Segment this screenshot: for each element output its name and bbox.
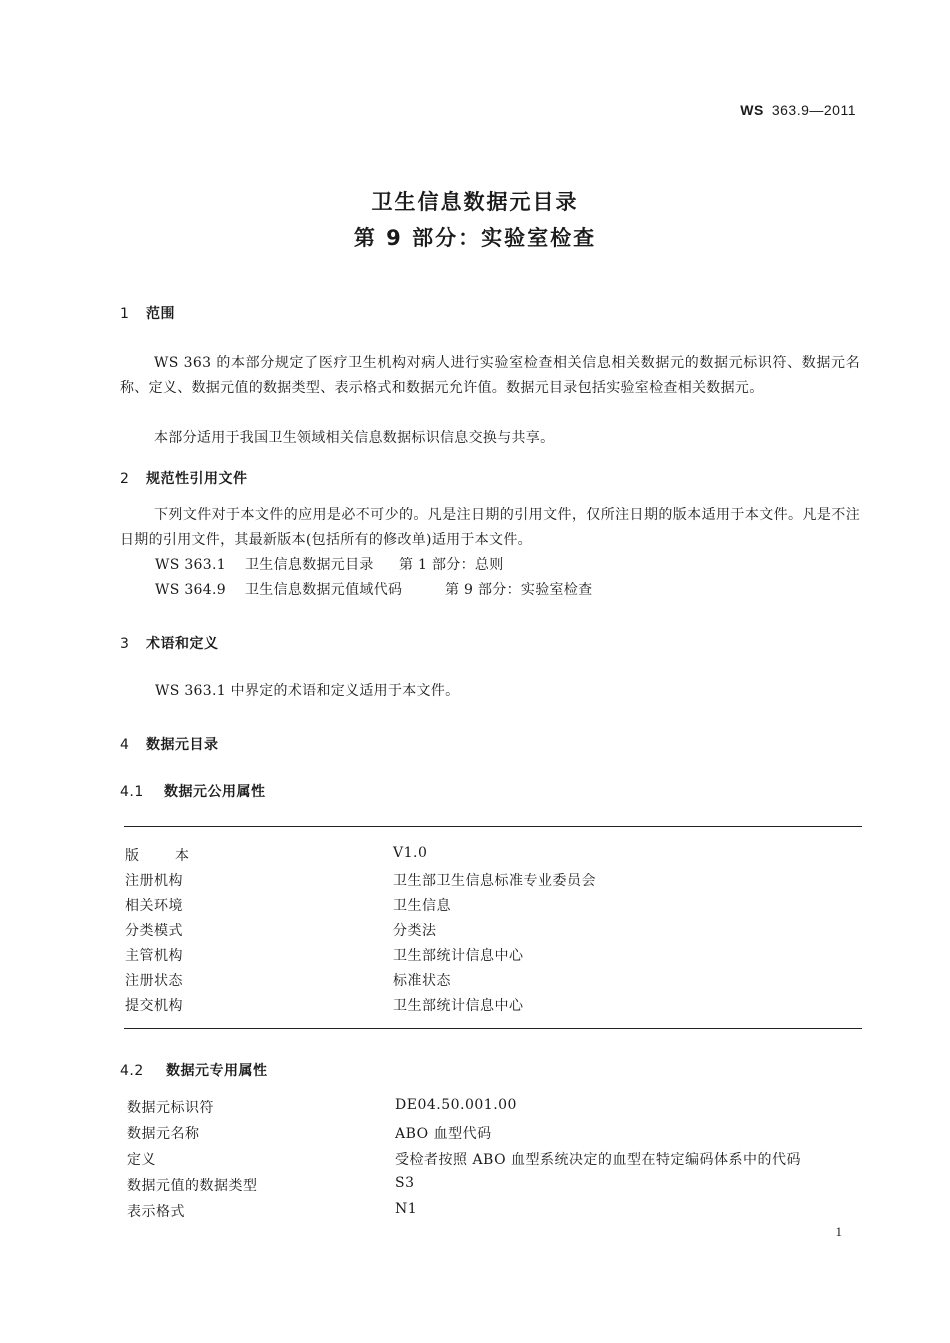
standard-prefix: WS	[740, 102, 764, 118]
attribute-value: N1	[395, 1201, 418, 1217]
section-4-2-number: 4.2	[120, 1063, 144, 1079]
section-1-title: 范围	[146, 306, 175, 322]
attribute-key: 数据元标识符	[127, 1100, 214, 1116]
reference-item	[155, 578, 592, 603]
standard-number: 363.9—2011	[771, 102, 856, 118]
section-4-title: 数据元目录	[146, 737, 219, 753]
section-4-2-title: 数据元专用属性	[166, 1063, 268, 1079]
section-3-heading	[120, 633, 219, 653]
attribute-value: 分类法	[393, 923, 437, 939]
document-title: 卫生信息数据元目录	[371, 190, 579, 214]
attribute-key-text: 版本	[125, 848, 225, 864]
section-2-title: 规范性引用文件	[146, 471, 248, 487]
reference-title: 卫生信息数据元目录	[245, 557, 374, 573]
section-4-2-heading	[120, 1060, 268, 1080]
reference-title: 卫生信息数据元值域代码	[245, 582, 403, 598]
attribute-key: 定义	[127, 1152, 156, 1168]
normative-paragraph: 下列文件对于本文件的应用是必不可少的。凡是注日期的引用文件，仅所注日期的版本适用于本文件。凡是不注日期的引用文件，其最新版本(包括所有的修改单)适用于本文件。	[120, 507, 860, 548]
section-4-1-number: 4.1	[120, 784, 144, 800]
section-1-heading	[120, 303, 175, 323]
attribute-key: 分类模式	[125, 923, 183, 939]
document-subtitle: 第 9 部分：实验室检查	[353, 226, 597, 250]
section-3-title: 术语和定义	[146, 636, 219, 652]
reference-code: WS 364.9	[155, 582, 226, 598]
scope-paragraph: WS 363 的本部分规定了医疗卫生机构对病人进行实验室检查相关信息相关数据元的数据元标识符、数据元名称、定义、数据元值的数据类型、表示格式和数据元允许值。数据元目录包括实验室检查相关数据元。	[120, 355, 860, 396]
attribute-value: 受检者按照 ABO 血型系统决定的血型在特定编码体系中的代码	[395, 1152, 802, 1168]
table-top-rule	[124, 826, 862, 827]
attribute-key: 表示格式	[127, 1204, 185, 1220]
section-2-heading	[120, 468, 248, 488]
attribute-key: 相关环境	[125, 898, 183, 914]
section-4-number: 4	[120, 737, 130, 753]
reference-part: 第 1 部分：总则	[399, 557, 504, 573]
attribute-key: 注册状态	[125, 973, 183, 989]
attribute-key: 注册机构	[125, 873, 183, 889]
attribute-value: S3	[395, 1175, 415, 1191]
attribute-value: V1.0	[393, 845, 428, 861]
reference-code: WS 363.1	[155, 557, 226, 573]
attribute-key: 数据元值的数据类型	[127, 1178, 258, 1194]
terms-paragraph: WS 363.1 中界定的术语和定义适用于本文件。	[155, 683, 460, 699]
reference-item	[155, 553, 504, 578]
section-4-1-title: 数据元公用属性	[164, 784, 266, 800]
section-2-number: 2	[120, 471, 130, 487]
section-4-heading	[120, 734, 219, 754]
attribute-value: DE04.50.001.00	[395, 1097, 517, 1113]
attribute-value: 卫生信息	[393, 898, 451, 914]
table-bottom-rule	[124, 1028, 862, 1029]
attribute-value: 卫生部卫生信息标准专业委员会	[393, 873, 596, 889]
section-3-number: 3	[120, 636, 130, 652]
standard-code	[740, 102, 856, 118]
section-4-1-heading	[120, 781, 266, 801]
attribute-key	[125, 845, 225, 865]
attribute-value: 卫生部统计信息中心	[393, 948, 524, 964]
attribute-key: 数据元名称	[127, 1126, 200, 1142]
section-1-number: 1	[120, 306, 130, 322]
attribute-value: 卫生部统计信息中心	[393, 998, 524, 1014]
page-number: 1	[835, 1224, 842, 1239]
attribute-key: 主管机构	[125, 948, 183, 964]
attribute-key: 提交机构	[125, 998, 183, 1014]
scope-applicability: 本部分适用于我国卫生领域相关信息数据标识信息交换与共享。	[154, 430, 555, 446]
reference-part: 第 9 部分：实验室检查	[445, 582, 593, 598]
attribute-value: 标准状态	[393, 973, 451, 989]
attribute-value: ABO 血型代码	[395, 1126, 492, 1142]
